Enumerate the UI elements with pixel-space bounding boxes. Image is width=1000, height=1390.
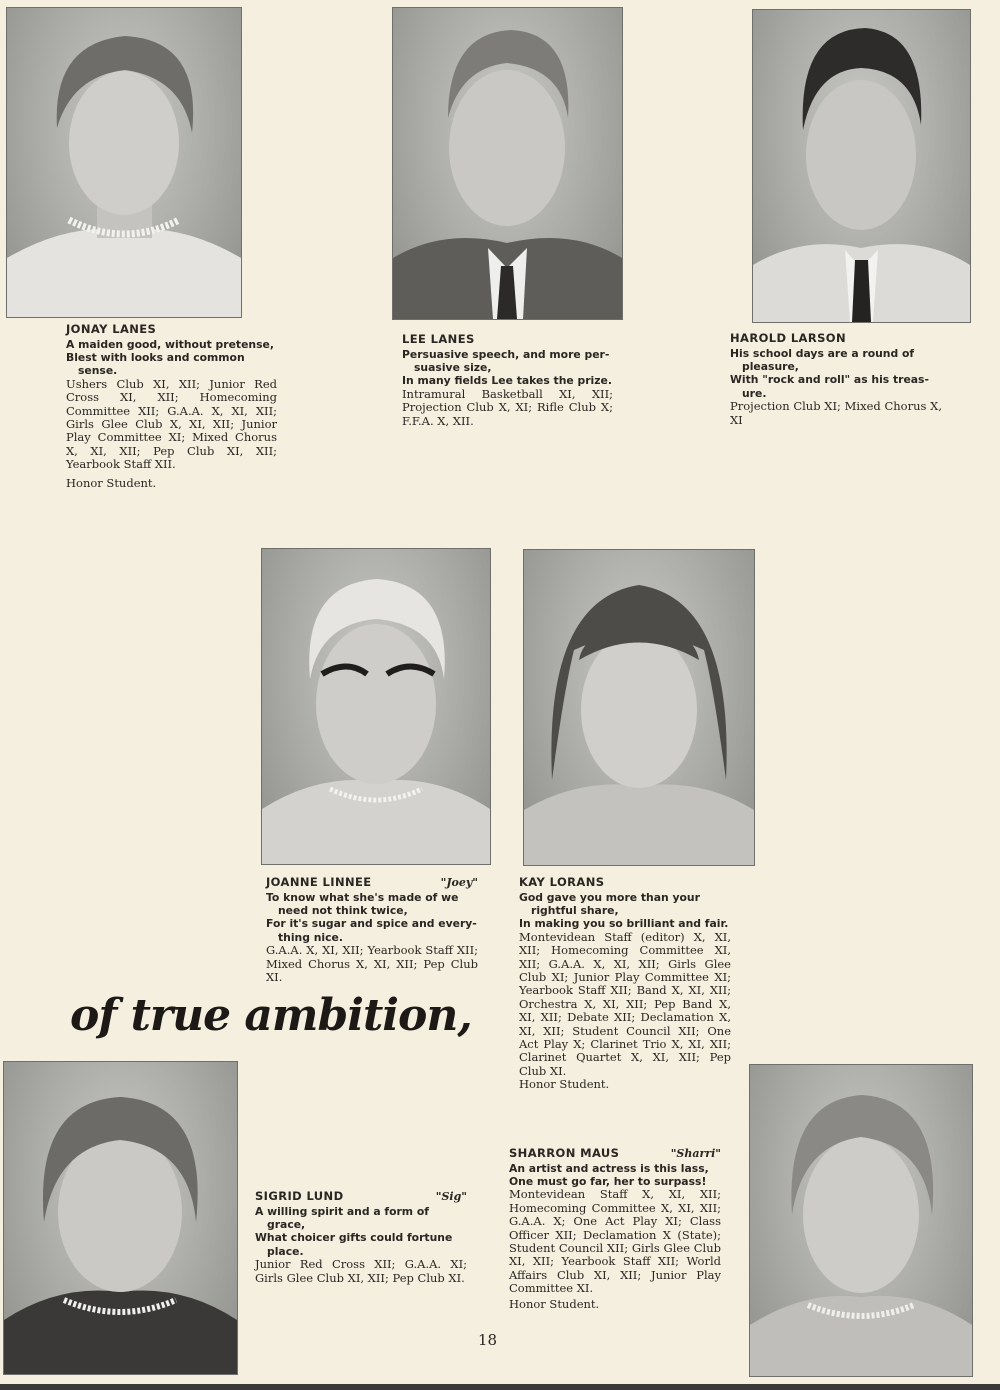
verse-line: With "rock and roll" as his treas-	[730, 373, 929, 387]
verse-line: Persuasive speech, and more per-	[402, 347, 610, 361]
verse-line: sense.	[78, 364, 118, 378]
section-heading: of true ambition,	[70, 990, 472, 1041]
entry-jonay-lanes	[66, 323, 277, 490]
student-verse	[266, 891, 478, 945]
student-name: KAY LORANS	[519, 875, 605, 889]
student-verse	[66, 338, 277, 378]
verse-line: God gave you more than your	[519, 890, 700, 904]
portrait-image	[4, 1062, 237, 1374]
student-name: SIGRID LUND	[255, 1189, 344, 1203]
page-number: 18	[478, 1331, 498, 1349]
entry-kay-lorans	[519, 876, 731, 1092]
verse-line: One must go far, her to surpass!	[509, 1175, 707, 1188]
verse-line: To know what she's made of we	[266, 890, 459, 904]
portrait-sharron-maus	[749, 1064, 973, 1377]
student-activities: G.A.A. X, XI, XII; Yearbook Staff XII; Mixed Chorus X, XI, XII; Pep Club XI.	[266, 943, 478, 985]
student-activities: Montevidean Staff X, XI, XII; Homecoming Committee X, XI, XII; G.A.A. X; One Act Play XI; Class Officer XII; Declamation X (State); Student Council XII; Girls Glee Club XI, XII; Yearbook Staff XII; World Affairs Club XI, XII; Junior Play Committee XI.	[509, 1187, 721, 1296]
student-activities: Montevidean Staff (editor) X, XI, XII; Homecoming Committee XI, XII; G.A.A. X, XI, XII; Girls Glee Club XI; Junior Play Committee XI; Yearbook Staff XII; Band X, XI, XII; Orchestra X, XI, XII; Pep Band X, XI, XII; Debate XII; Declamation X, XI, XII; Student Council XII; One Act Play X; Clarinet Trio X, XI, XII; Clarinet Quartet X, XI, XII; Pep Club XI.	[519, 929, 731, 1078]
verse-line: His school days are a round of	[730, 346, 915, 360]
portrait-image	[7, 8, 241, 317]
student-nickname: "Sig"	[435, 1190, 467, 1203]
entry-harold-larson	[730, 332, 942, 427]
student-activities: Projection Club XI; Mixed Chorus X, XI	[730, 399, 942, 427]
portrait-lee-lanes	[392, 7, 623, 320]
student-verse	[255, 1205, 467, 1259]
verse-line: An artist and actress is this lass,	[509, 1161, 709, 1175]
student-activities: Junior Red Cross XII; G.A.A. XI; Girls Glee Club XI, XII; Pep Club XI.	[255, 1257, 467, 1285]
honor-note: Honor Student.	[519, 1077, 610, 1092]
portrait-image	[393, 8, 622, 319]
verse-line: rightful share,	[531, 904, 619, 917]
verse-line: For it's sugar and spice and every-	[266, 917, 477, 931]
student-name: SHARRON MAUS	[509, 1146, 620, 1160]
entry-lee-lanes	[402, 333, 613, 428]
portrait-jonay-lanes	[6, 7, 242, 318]
entry-joanne-linnee	[266, 876, 478, 984]
student-verse	[402, 348, 613, 388]
verse-line: thing nice.	[278, 930, 343, 944]
student-activities: Intramural Basketball XI, XII; Projection Club X, XI; Rifle Club X; F.F.A. X, XII.	[402, 386, 613, 428]
honor-note: Honor Student.	[509, 1296, 600, 1311]
verse-line: suasive size,	[414, 361, 492, 374]
student-verse	[519, 891, 731, 931]
verse-line: grace,	[267, 1218, 306, 1231]
student-name: LEE LANES	[402, 332, 475, 346]
portrait-image	[524, 550, 754, 865]
portrait-joanne-linnee	[261, 548, 491, 865]
verse-line: pleasure,	[742, 360, 799, 373]
entry-sharron-maus	[509, 1147, 721, 1311]
portrait-sigrid-lund	[3, 1061, 238, 1375]
student-name: JOANNE LINNEE	[266, 875, 372, 889]
verse-line: A maiden good, without pretense,	[66, 337, 274, 351]
portrait-image	[750, 1065, 972, 1376]
verse-line: In making you so brilliant and fair.	[519, 917, 729, 931]
verse-line: Blest with looks and common	[66, 351, 245, 364]
student-name: HAROLD LARSON	[730, 331, 846, 345]
verse-line: ure.	[742, 386, 767, 400]
verse-line: place.	[267, 1244, 304, 1258]
portrait-kay-lorans	[523, 549, 755, 866]
verse-line: A willing spirit and a form of	[255, 1204, 429, 1218]
page-bottom-edge	[0, 1384, 1000, 1390]
student-name: JONAY LANES	[66, 322, 157, 336]
honor-note: Honor Student.	[66, 475, 157, 490]
portrait-harold-larson	[752, 9, 971, 323]
entry-sigrid-lund	[255, 1190, 467, 1285]
student-nickname: "Joey"	[440, 876, 478, 889]
student-activities: Ushers Club XI, XII; Junior Red Cross XI, XII; Homecoming Committee XII; G.A.A. X, XI, XII; Girls Glee Club X, XI, XII; Junior Play Committee XI; Mixed Chorus X, XI, XII; Pep Club XI, XII; Yearbook Staff XII.	[66, 376, 277, 472]
verse-line: What choicer gifts could fortune	[255, 1231, 453, 1245]
portrait-image	[262, 549, 490, 864]
student-nickname: "Sharri"	[670, 1147, 721, 1160]
verse-line: In many fields Lee takes the prize.	[402, 374, 612, 388]
verse-line: need not think twice,	[278, 904, 408, 917]
student-verse	[730, 347, 942, 401]
student-verse	[509, 1162, 721, 1189]
portrait-image	[753, 10, 970, 322]
